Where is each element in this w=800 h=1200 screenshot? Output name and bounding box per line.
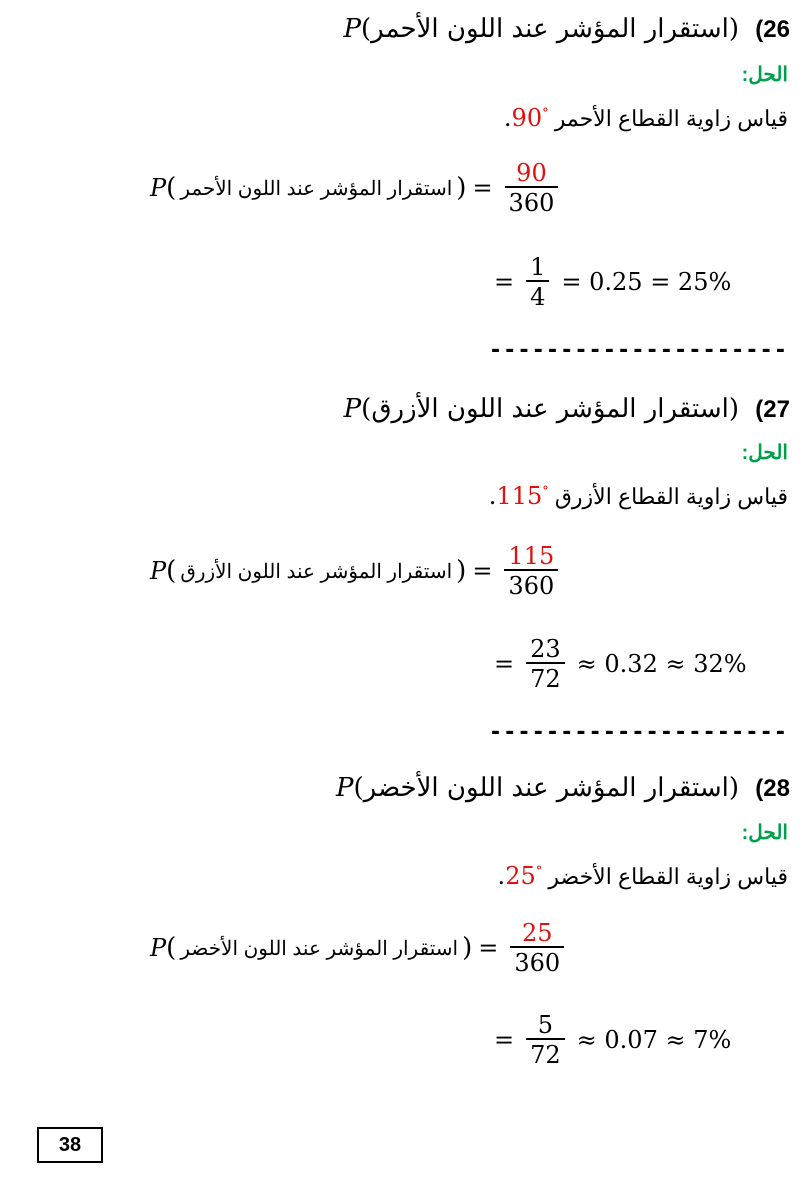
page-number: 38: [58, 1133, 82, 1156]
simplified-equation: = $\frac{5}{72}$ ≈ 0.07 ≈ 7%: [488, 1012, 737, 1069]
solution-label: الحل:: [741, 64, 788, 86]
simplified-denominator: 4: [526, 280, 549, 310]
simplified-numerator: 1: [530, 253, 546, 281]
angle-value: °25: [505, 862, 543, 890]
question-text: استقرار المؤشر عند اللون الأخضر: [363, 773, 729, 803]
separator: ---------------------: [488, 720, 788, 745]
probability-equation: P ( استقرار المؤشر عند اللون الأخضر ) = $\frac{25}{360}$: [150, 920, 570, 977]
simplified-fraction: [526, 636, 565, 693]
question-number: 28): [755, 775, 790, 802]
simplified-numerator: 23: [530, 635, 561, 663]
denominator: 360: [510, 946, 564, 976]
solution-label: الحل:: [741, 442, 788, 464]
question-27-heading: 27) (استقرار المؤشر عند اللون الأزرق)P: [343, 394, 790, 424]
angle-text: قياس زاوية القطاع الأحمر: [554, 106, 788, 131]
probability-equation: P ( استقرار المؤشر عند اللون الأزرق ) = $\frac{115}{360}$: [150, 543, 564, 600]
fraction: [510, 920, 564, 977]
fraction: [505, 160, 559, 217]
numerator: 25: [521, 919, 553, 947]
solution-label: الحل:: [741, 822, 788, 844]
angle-value: °90: [511, 104, 549, 132]
separator: ---------------------: [488, 338, 788, 363]
numerator: 115: [508, 542, 555, 570]
equation-text: استقرار المؤشر عند اللون الأحمر: [180, 177, 453, 200]
probability-equation: P ( استقرار المؤشر عند اللون الأحمر ) = $\frac{90}{360}$: [150, 160, 564, 217]
decimal-result: = 0.25 = 25%: [561, 268, 732, 297]
question-text: استقرار المؤشر عند اللون الأزرق: [371, 394, 729, 424]
equation-text: استقرار المؤشر عند اللون الأخضر: [180, 937, 459, 960]
simplified-fraction: [526, 1012, 565, 1069]
fraction: [504, 543, 558, 600]
question-number: 26): [755, 16, 790, 43]
simplified-denominator: 72: [526, 662, 565, 692]
angle-text: قياس زاوية القطاع الأخضر: [548, 864, 788, 889]
angle-text: قياس زاوية القطاع الأزرق: [554, 484, 788, 509]
angle-statement: قياس زاوية القطاع الأزرق °115.: [488, 482, 788, 510]
question-28-heading: 28) (استقرار المؤشر عند اللون الأخضر)P: [335, 773, 790, 803]
equation-text: استقرار المؤشر عند اللون الأزرق: [180, 560, 453, 583]
decimal-result: ≈ 0.32 ≈ 32%: [576, 650, 747, 679]
simplified-numerator: 5: [537, 1011, 554, 1039]
question-number: 27): [755, 396, 790, 423]
simplified-fraction: [526, 254, 549, 311]
decimal-result: ≈ 0.07 ≈ 7%: [576, 1026, 732, 1055]
simplified-equation: = $\frac{23}{72}$ ≈ 0.32 ≈ 32%: [488, 636, 753, 693]
simplified-denominator: 72: [526, 1038, 565, 1068]
angle-statement: قياس زاوية القطاع الأخضر °25.: [497, 862, 788, 890]
question-26-heading: 26) (استقرار المؤشر عند اللون الأحمر)P: [343, 14, 790, 44]
angle-value: °115: [496, 482, 549, 510]
simplified-equation: = $\frac{1}{4}$ = 0.25 = 25%: [488, 254, 737, 311]
page-number-box: [37, 1127, 103, 1163]
denominator: 360: [505, 186, 559, 216]
numerator: 90: [516, 159, 547, 187]
angle-statement: قياس زاوية القطاع الأحمر °90.: [503, 104, 788, 132]
question-text: استقرار المؤشر عند اللون الأحمر: [371, 14, 729, 44]
denominator: 360: [504, 569, 558, 599]
